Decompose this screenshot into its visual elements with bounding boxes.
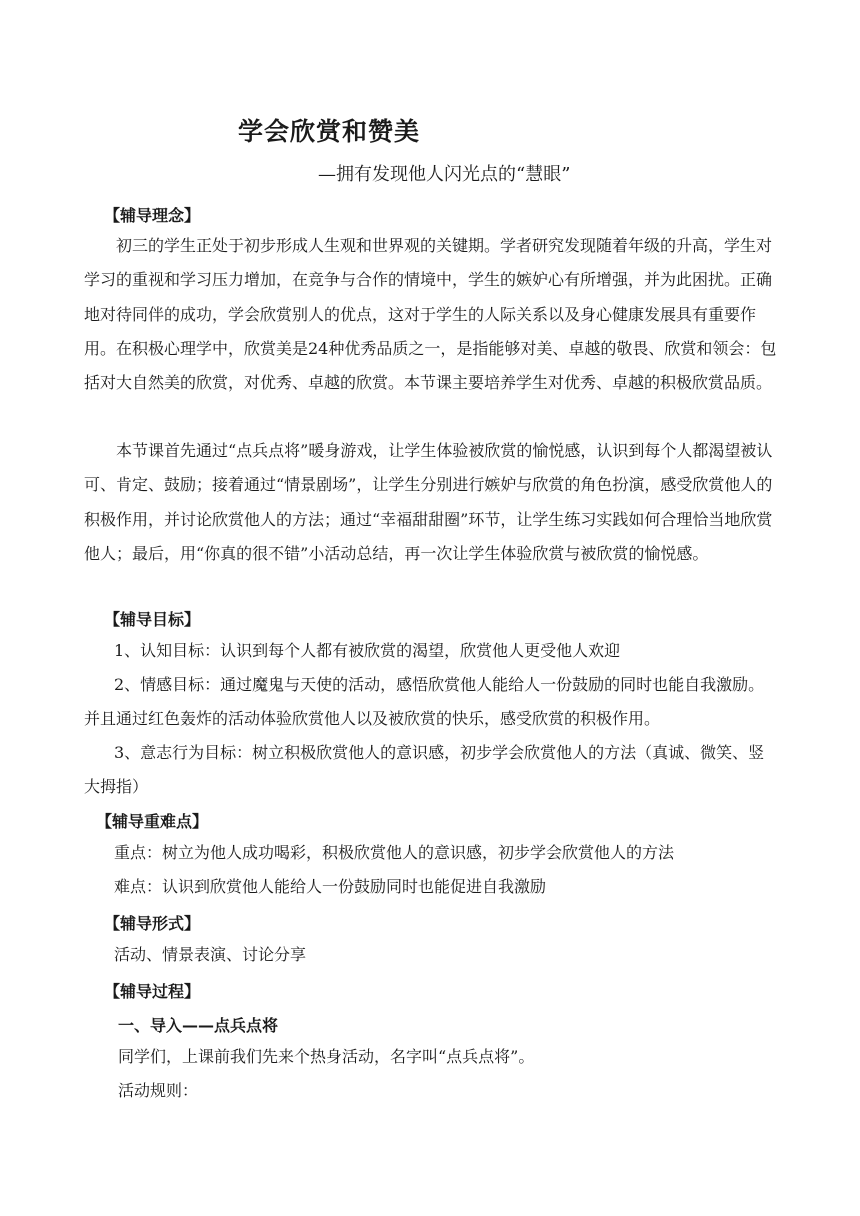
goal-emotional: 2、情感目标：通过魔鬼与天使的活动，感悟欣赏他人能给人一份鼓励的同时也能自我激励。并且通过红色轰炸的活动体验欣赏他人以及被欣赏的快乐，感受欣赏的积极作用。	[84, 675, 765, 728]
heading-key-difficult-points: 【辅导重难点】	[96, 812, 209, 831]
goal-behavioral: 3、意志行为目标：树立积极欣赏他人的意识感，初步学会欣赏他人的方法（真诚、微笑、竖大拇指）	[84, 743, 765, 796]
key-point: 重点：树立为他人成功喝彩，积极欣赏他人的意识感，初步学会欣赏他人的方法	[114, 843, 675, 862]
guidance-form-content: 活动、情景表演、讨论分享	[114, 945, 307, 964]
difficult-point: 难点：认识到欣赏他人能给人一份鼓励同时也能促进自我激励	[114, 877, 547, 896]
heading-guidance-concept: 【辅导理念】	[104, 206, 201, 225]
document-title: 学会欣赏和赞美	[238, 117, 421, 146]
process-step-1-heading: 一、导入——点兵点将	[118, 1016, 279, 1035]
heading-guidance-process: 【辅导过程】	[104, 982, 201, 1001]
paragraph-concept-1: 初三的学生正处于初步形成人生观和世界观的关键期。学者研究发现随着年级的升高，学生对学习的重视和学习压力增加，在竞争与合作的情境中，学生的嫉妒心有所增强，并为此困扰。正确地对待同伴的成功，学会欣赏别人的优点，这对于学生的人际关系以及身心健康发展具有重要作用。在积极心理学中，欣赏美是24种优秀品质之一，是指能够对美、卓越的敬畏、欣赏和领会：包括对大自然美的欣赏，对优秀、卓越的欣赏。本节课主要培养学生对优秀、卓越的积极欣赏品质。	[84, 236, 777, 393]
document-subtitle: —拥有发现他人闪光点的“慧眼”	[318, 164, 571, 185]
paragraph-concept-2: 本节课首先通过“点兵点将”暖身游戏，让学生体验被欣赏的愉悦感，认识到每个人都渴望被认可、肯定、鼓励；接着通过“情景剧场”，让学生分别进行嫉妒与欣赏的角色扮演，感受欣赏他人的积极作用，并讨论欣赏他人的方法；通过“幸福甜甜圈”环节，让学生练习实践如何合理恰当地欣赏他人；最后，用“你真的很不错”小活动总结，再一次让学生体验欣赏与被欣赏的愉悦感。	[84, 441, 773, 563]
activity-rules-label: 活动规则：	[118, 1081, 199, 1100]
goal-cognitive: 1、认知目标：认识到每个人都有被欣赏的渴望，欣赏他人更受他人欢迎	[114, 641, 621, 660]
heading-guidance-form: 【辅导形式】	[104, 914, 201, 933]
process-step-1-text: 同学们，上课前我们先来个热身活动，名字叫“点兵点将”。	[118, 1047, 535, 1066]
heading-guidance-goals: 【辅导目标】	[104, 610, 201, 629]
